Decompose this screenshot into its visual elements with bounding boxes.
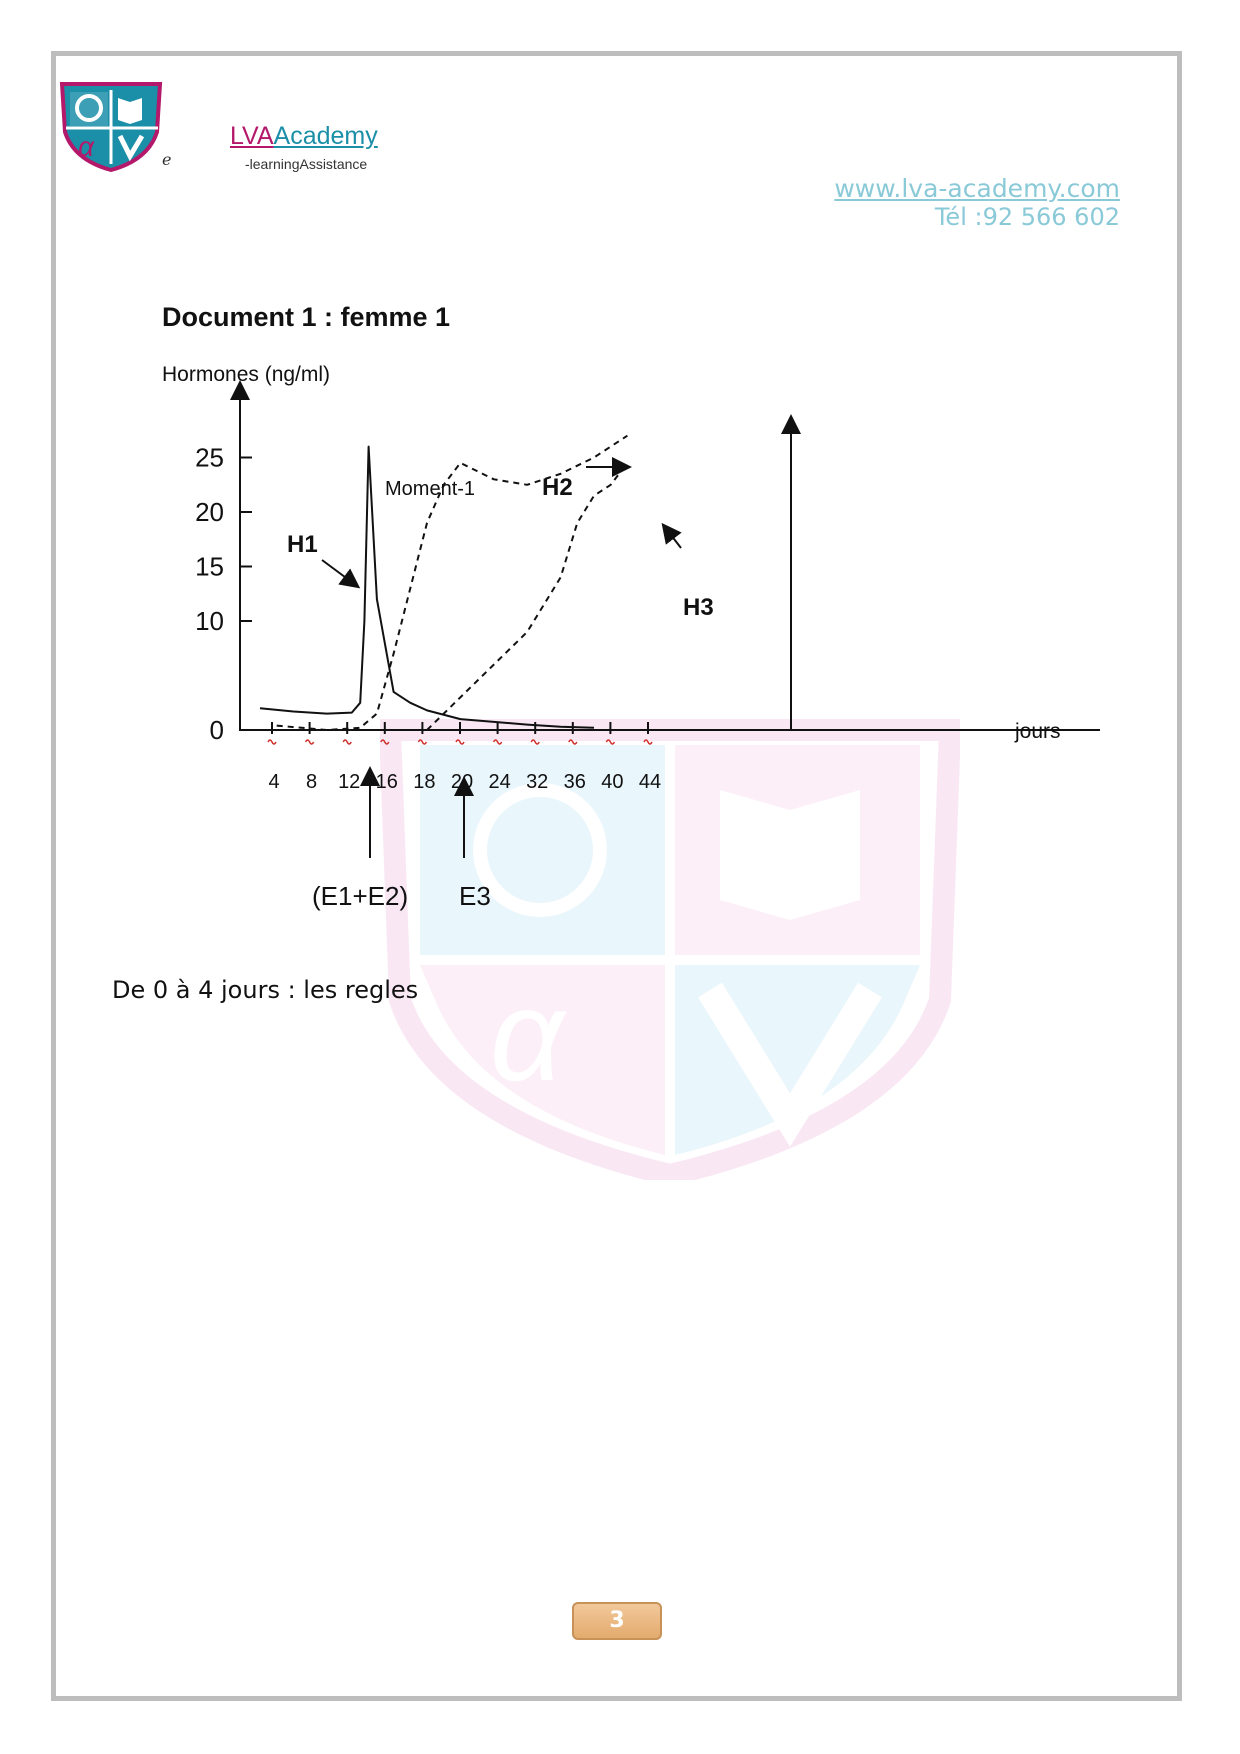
label-h3: H3 [683, 594, 714, 621]
x-tick-squiggle [306, 740, 314, 744]
x-tick-label: 18 [413, 771, 436, 793]
academy-logo [58, 80, 164, 172]
x-tick-label: 24 [488, 771, 511, 793]
y-axis-label: Hormones (ng/ml) [162, 363, 331, 386]
y-ticks [195, 443, 252, 746]
x-tick-label: 4 [268, 771, 280, 793]
x-tick-label: 40 [601, 771, 624, 793]
brand-name [230, 122, 378, 151]
x-tick-label: 12 [338, 771, 361, 793]
x-tick-squiggle [644, 740, 652, 744]
document-title: Document 1 : femme 1 [162, 302, 451, 332]
label-h1: H1 [287, 531, 318, 558]
y-tick-label: 15 [195, 551, 224, 582]
y-tick-label: 25 [195, 442, 224, 473]
logo-e-mark: e [162, 150, 172, 169]
x-tick-label: 8 [306, 771, 318, 793]
x-tick-squiggle [606, 740, 614, 744]
arrow-h3 [664, 526, 681, 548]
page-number: 3 [572, 1602, 662, 1640]
label-moment-1: Moment-1 [385, 478, 476, 500]
alpha-icon: α [78, 131, 94, 162]
hormone-chart [150, 360, 1100, 920]
x-tick-label: 20 [450, 771, 474, 793]
y-tick-label: 10 [195, 606, 224, 636]
x-tick-squiggle [531, 740, 539, 744]
watermark-alpha-icon: α [490, 962, 565, 1108]
body-text: De 0 à 4 jours : les regles [112, 976, 419, 1004]
series-line-h3 [427, 463, 627, 730]
label-e1e2: (E1+E2) [312, 881, 409, 911]
label-h2: H2 [542, 474, 573, 501]
brand-lva: LVA [230, 122, 274, 150]
x-tick-squiggle [268, 740, 276, 744]
x-tick-squiggle [343, 740, 351, 744]
y-tick-label: 20 [195, 497, 224, 527]
brand-academy: Academy [273, 122, 378, 150]
x-tick-squiggle [418, 740, 426, 744]
x-tick-label: 36 [563, 771, 586, 793]
arrow-h1 [322, 560, 357, 586]
x-tick-squiggle [456, 740, 464, 744]
x-tick-squiggle [494, 740, 502, 744]
x-axis-label: jours [1015, 720, 1061, 743]
x-tick-label: 44 [638, 771, 662, 793]
website-link[interactable]: www.lva-academy.com [834, 174, 1120, 203]
x-tick-squiggle [381, 740, 389, 744]
x-tick-label: 16 [375, 771, 398, 793]
x-tick-squiggle [569, 740, 577, 744]
x-tick-label: 32 [526, 771, 549, 793]
telephone: Tél :92 566 602 [934, 203, 1120, 231]
label-e3: E3 [459, 881, 491, 911]
y-tick-label: 0 [209, 715, 224, 745]
brand-subtitle: -learningAssistance [245, 156, 368, 172]
